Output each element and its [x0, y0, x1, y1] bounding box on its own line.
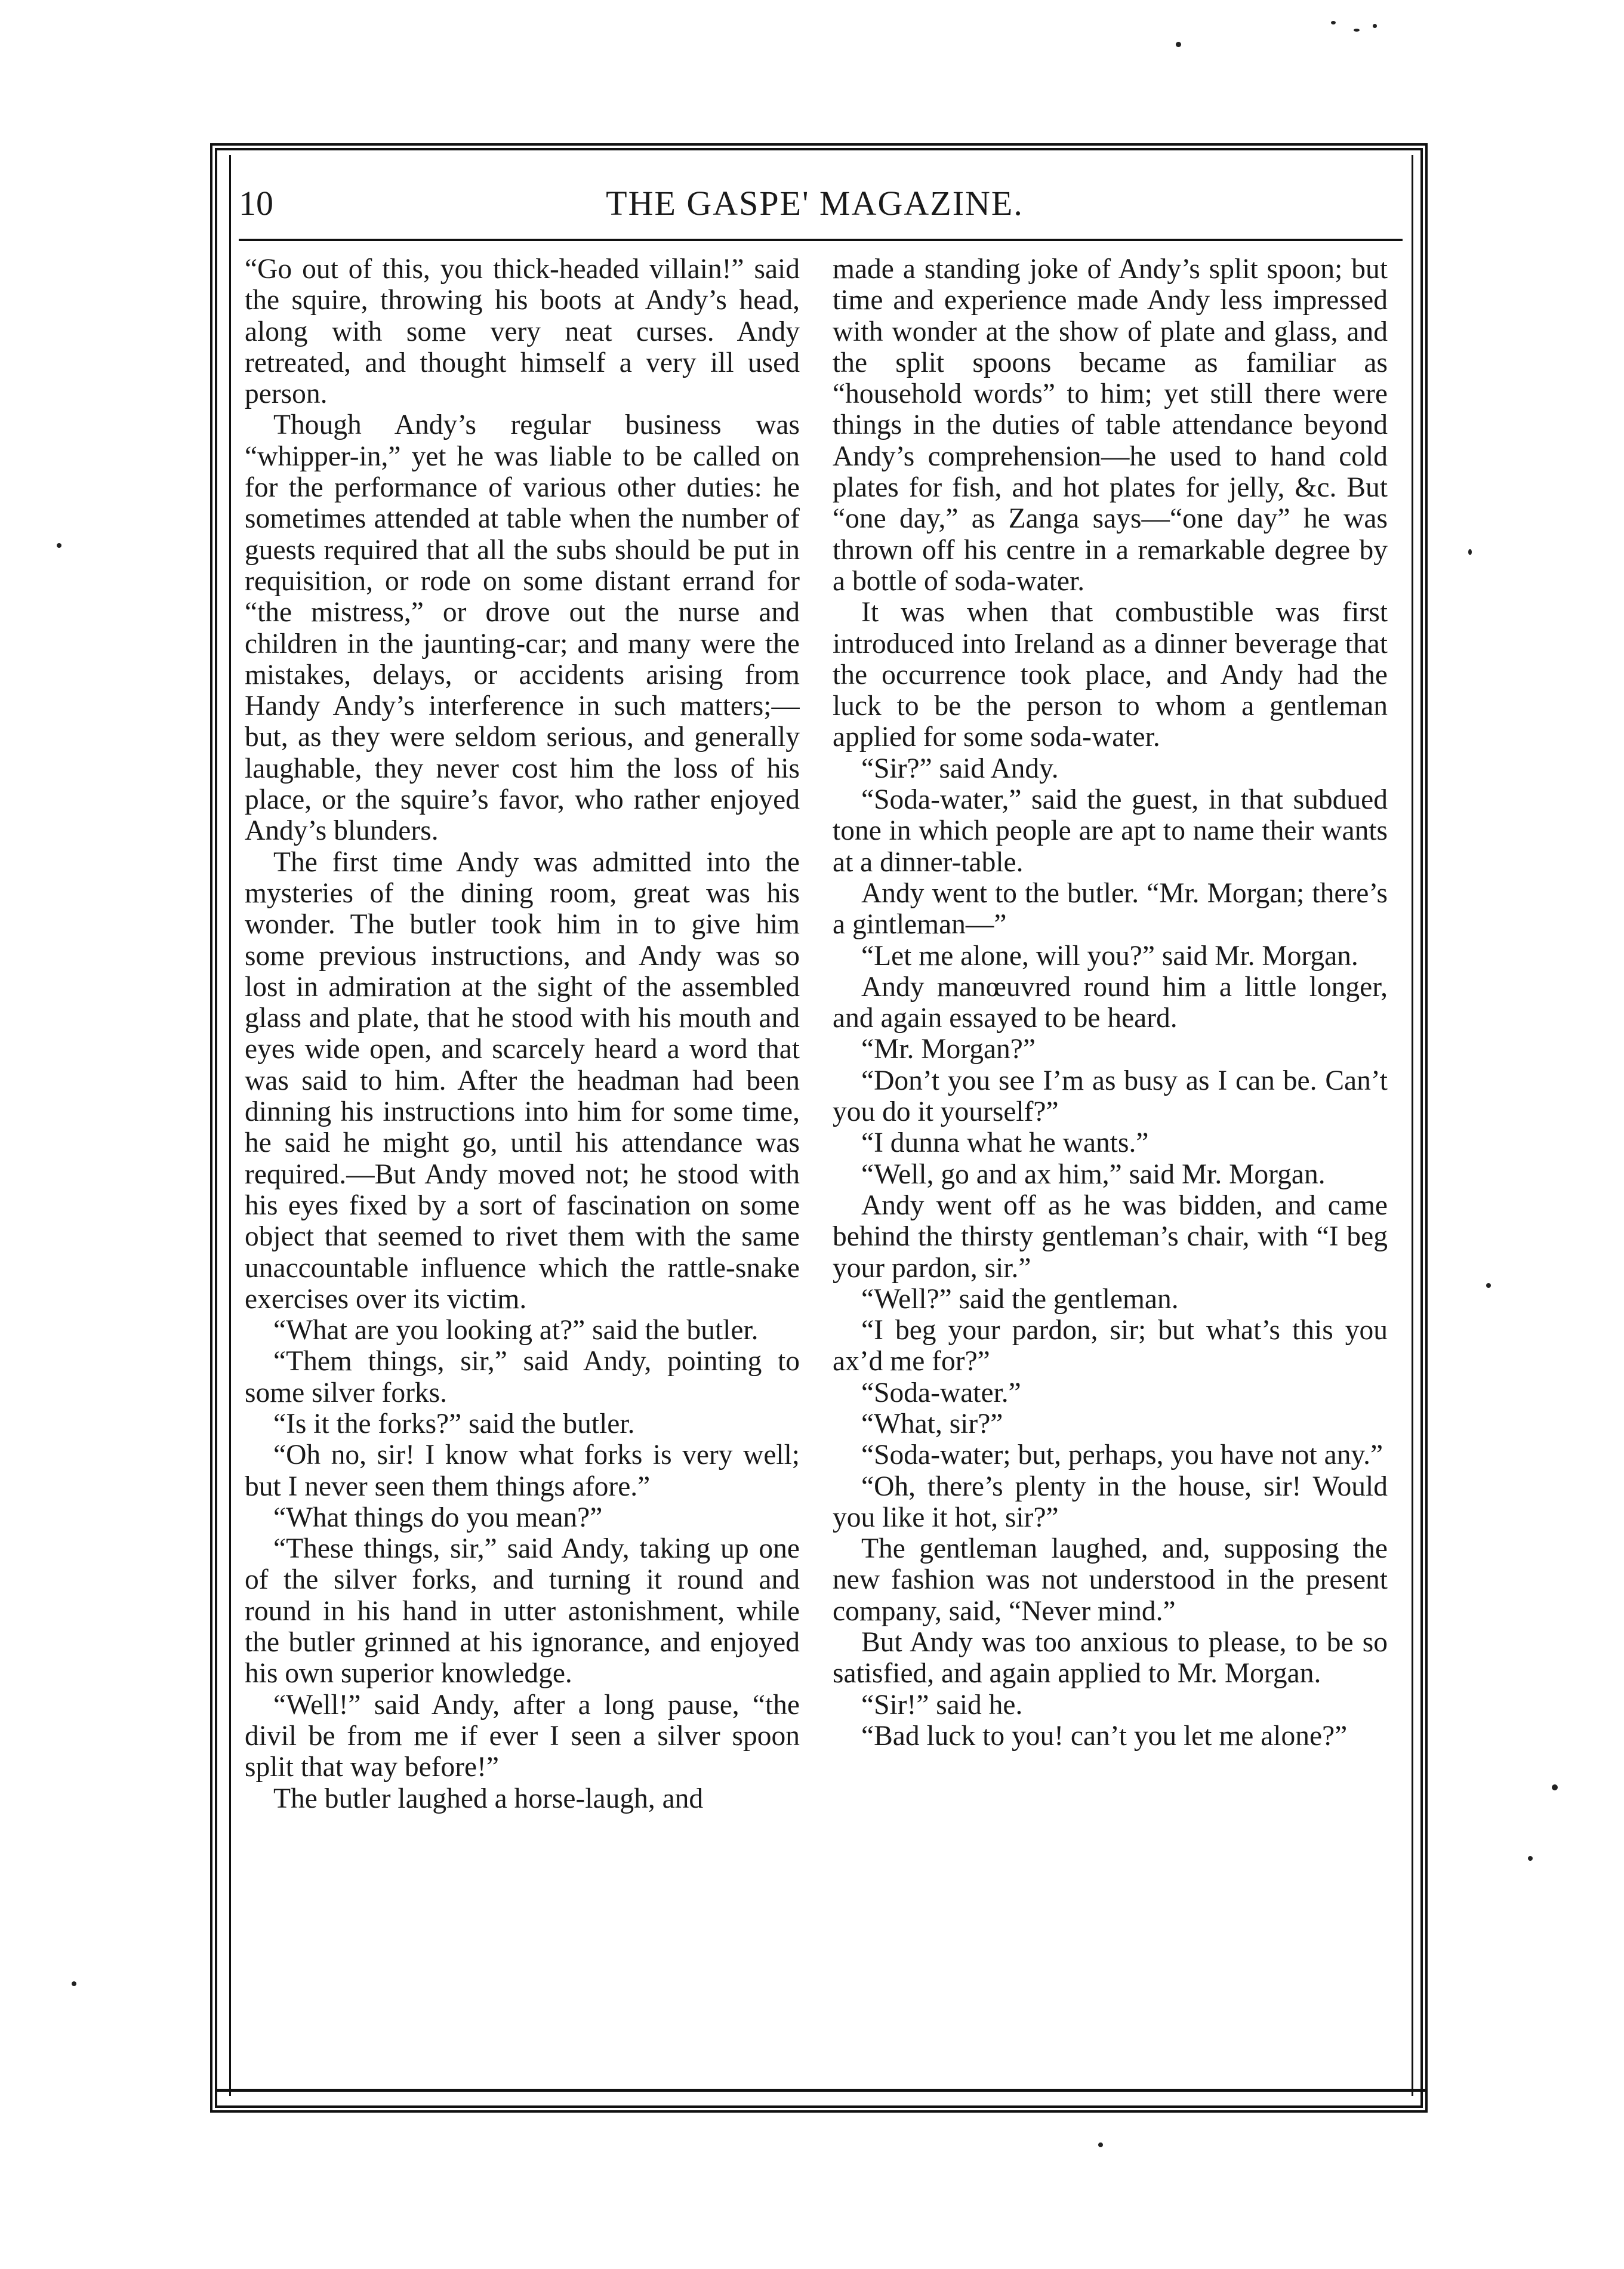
paragraph: “What, sir?”	[861, 1408, 1003, 1439]
paragraph: “I beg your pardon, sir; but what’s this you ax’d me for?”	[833, 1315, 1388, 1377]
ink-speck	[1354, 29, 1360, 32]
left-column	[245, 254, 800, 2068]
paragraph: “Well, go and ax him,” said Mr. Morgan.	[861, 1158, 1326, 1190]
paragraph: “These things, sir,” said Andy, taking up one of the silver forks, and turning it round and round in his hand in utter astonishment, while the butler grinned at his ignorance, and enjoyed his own superior knowledge.	[245, 1533, 800, 1690]
ink-speck	[1468, 549, 1472, 555]
paragraph: “Them things, sir,” said Andy, pointing to some silver forks.	[245, 1346, 800, 1408]
paragraph: Though Andy’s regular business was “whipper-in,” yet he was liable to be called on for the performance of various other duties: he sometimes attended at table when the number of guests required that all the subs should be put in requisition, or rode on some distant errand for “the mistress,” or drove out the nurse and children in the jaunting-car; and many were the mistakes, delays, or accidents arising from Handy Andy’s interference in such matters;—but, as they were seldom serious, and generally laughable, they never cost him the loss of his place, or the squire’s favor, who rather enjoyed Andy’s blunders.	[245, 409, 800, 847]
paragraph: “Well?” said the gentleman.	[861, 1283, 1179, 1315]
paragraph: made a standing joke of Andy’s split spoon; but time and experience made Andy less impressed with wonder at the show of plate and glass, and the split spoons became as familiar as “household words” to him; yet still there were things in the duties of table attendance beyond Andy’s comprehension—he used to hand cold plates for fish, and hot plates for jelly, &c. But “one day,” as Zanga says—“one day” he was thrown off his centre in a remarkable degree by a bottle of soda-water.	[833, 254, 1388, 597]
paragraph: “Sir?” said Andy.	[861, 753, 1059, 784]
paragraph: “What are you looking at?” said the butler.	[273, 1315, 759, 1346]
paragraph: “Soda-water; but, perhaps, you have not any.”	[861, 1439, 1383, 1471]
right-column	[833, 254, 1388, 2068]
paragraph: “Don’t you see I’m as busy as I can be. Can’t you do it yourself?”	[833, 1065, 1388, 1128]
paragraph: But Andy was too anxious to please, to be so satisfied, and again applied to Mr. Morgan.	[833, 1627, 1388, 1690]
ink-speck	[1528, 1856, 1533, 1861]
ink-speck	[1552, 1784, 1558, 1790]
header-rule	[239, 239, 1403, 241]
paragraph: “What things do you mean?”	[273, 1502, 603, 1533]
paragraph: The first time Andy was admitted into the mysteries of the dining room, great was his wonder. The butler took him in to give him some previous instructions, and Andy was so lost in admiration at the sight of the assembled glass and plate, that he stood with his mouth and eyes wide open, and scarcely heard a word that was said to him. After the headman had been dinning his instructions into him for some time, he said he might go, until his attendance was required.—But Andy moved not; he stood with his eyes fixed by a sort of fascination on some object that seemed to rivet them with the same unaccountable influence which the rattle-snake exercises over its victim.	[245, 846, 800, 1315]
paragraph: “Soda-water,” said the guest, in that subdued tone in which people are apt to name their wants at a dinner-table.	[833, 784, 1388, 878]
paragraph: Andy manœuvred round him a little longer, and again essayed to be heard.	[833, 971, 1388, 1034]
running-title: THE GASPE' MAGAZINE.	[606, 183, 1024, 223]
paragraph: “Let me alone, will you?” said Mr. Morgan.	[861, 940, 1358, 972]
paragraph: Andy went off as he was bidden, and came behind the thirsty gentleman’s chair, with “I beg your pardon, sir.”	[833, 1189, 1388, 1284]
paragraph: “Is it the forks?” said the butler.	[273, 1408, 635, 1439]
paragraph: “Bad luck to you! can’t you let me alone?”	[861, 1720, 1348, 1752]
paragraph: “Oh no, sir! I know what forks is very well; but I never seen them things afore.”	[245, 1439, 800, 1502]
ink-speck	[72, 1981, 76, 1986]
ink-speck	[1373, 24, 1377, 28]
paragraph: “Mr. Morgan?”	[861, 1034, 1036, 1065]
ink-speck	[1098, 2142, 1103, 2147]
paragraph: The gentleman laughed, and, supposing the new fashion was not understood in the present company, said, “Never mind.”	[833, 1533, 1388, 1627]
paragraph: “Sir!” said he.	[861, 1689, 1023, 1721]
ink-speck	[1486, 1283, 1491, 1288]
ink-speck	[1176, 42, 1181, 47]
ink-speck	[57, 543, 61, 548]
running-header	[239, 173, 1403, 233]
paragraph: It was when that combustible was first introduced into Ireland as a dinner beverage that the occurrence took place, and Andy had the luck to be the person to whom a gentleman applied for some soda-water.	[833, 597, 1388, 753]
paragraph: “Well!” said Andy, after a long pause, “the divil be from me if ever I seen a silver spoon split that way before!”	[245, 1689, 800, 1783]
page-number: 10	[239, 183, 273, 223]
paragraph: “I dunna what he wants.”	[861, 1127, 1149, 1159]
paragraph: “Oh, there’s plenty in the house, sir! Would you like it hot, sir?”	[833, 1470, 1388, 1533]
paragraph: “Go out of this, you thick-headed villain!” said the squire, throwing his boots at Andy’s head, along with some very neat curses. Andy retreated, and thought himself a very ill used person.	[245, 254, 800, 410]
paragraph: “Soda-water.”	[861, 1377, 1021, 1408]
paragraph: The butler laughed a horse-laugh, and	[273, 1783, 704, 1814]
ink-speck	[1331, 21, 1336, 24]
bottom-rule	[215, 2089, 1426, 2092]
paragraph: Andy went to the butler. “Mr. Morgan; there’s a gintleman—”	[833, 877, 1388, 941]
